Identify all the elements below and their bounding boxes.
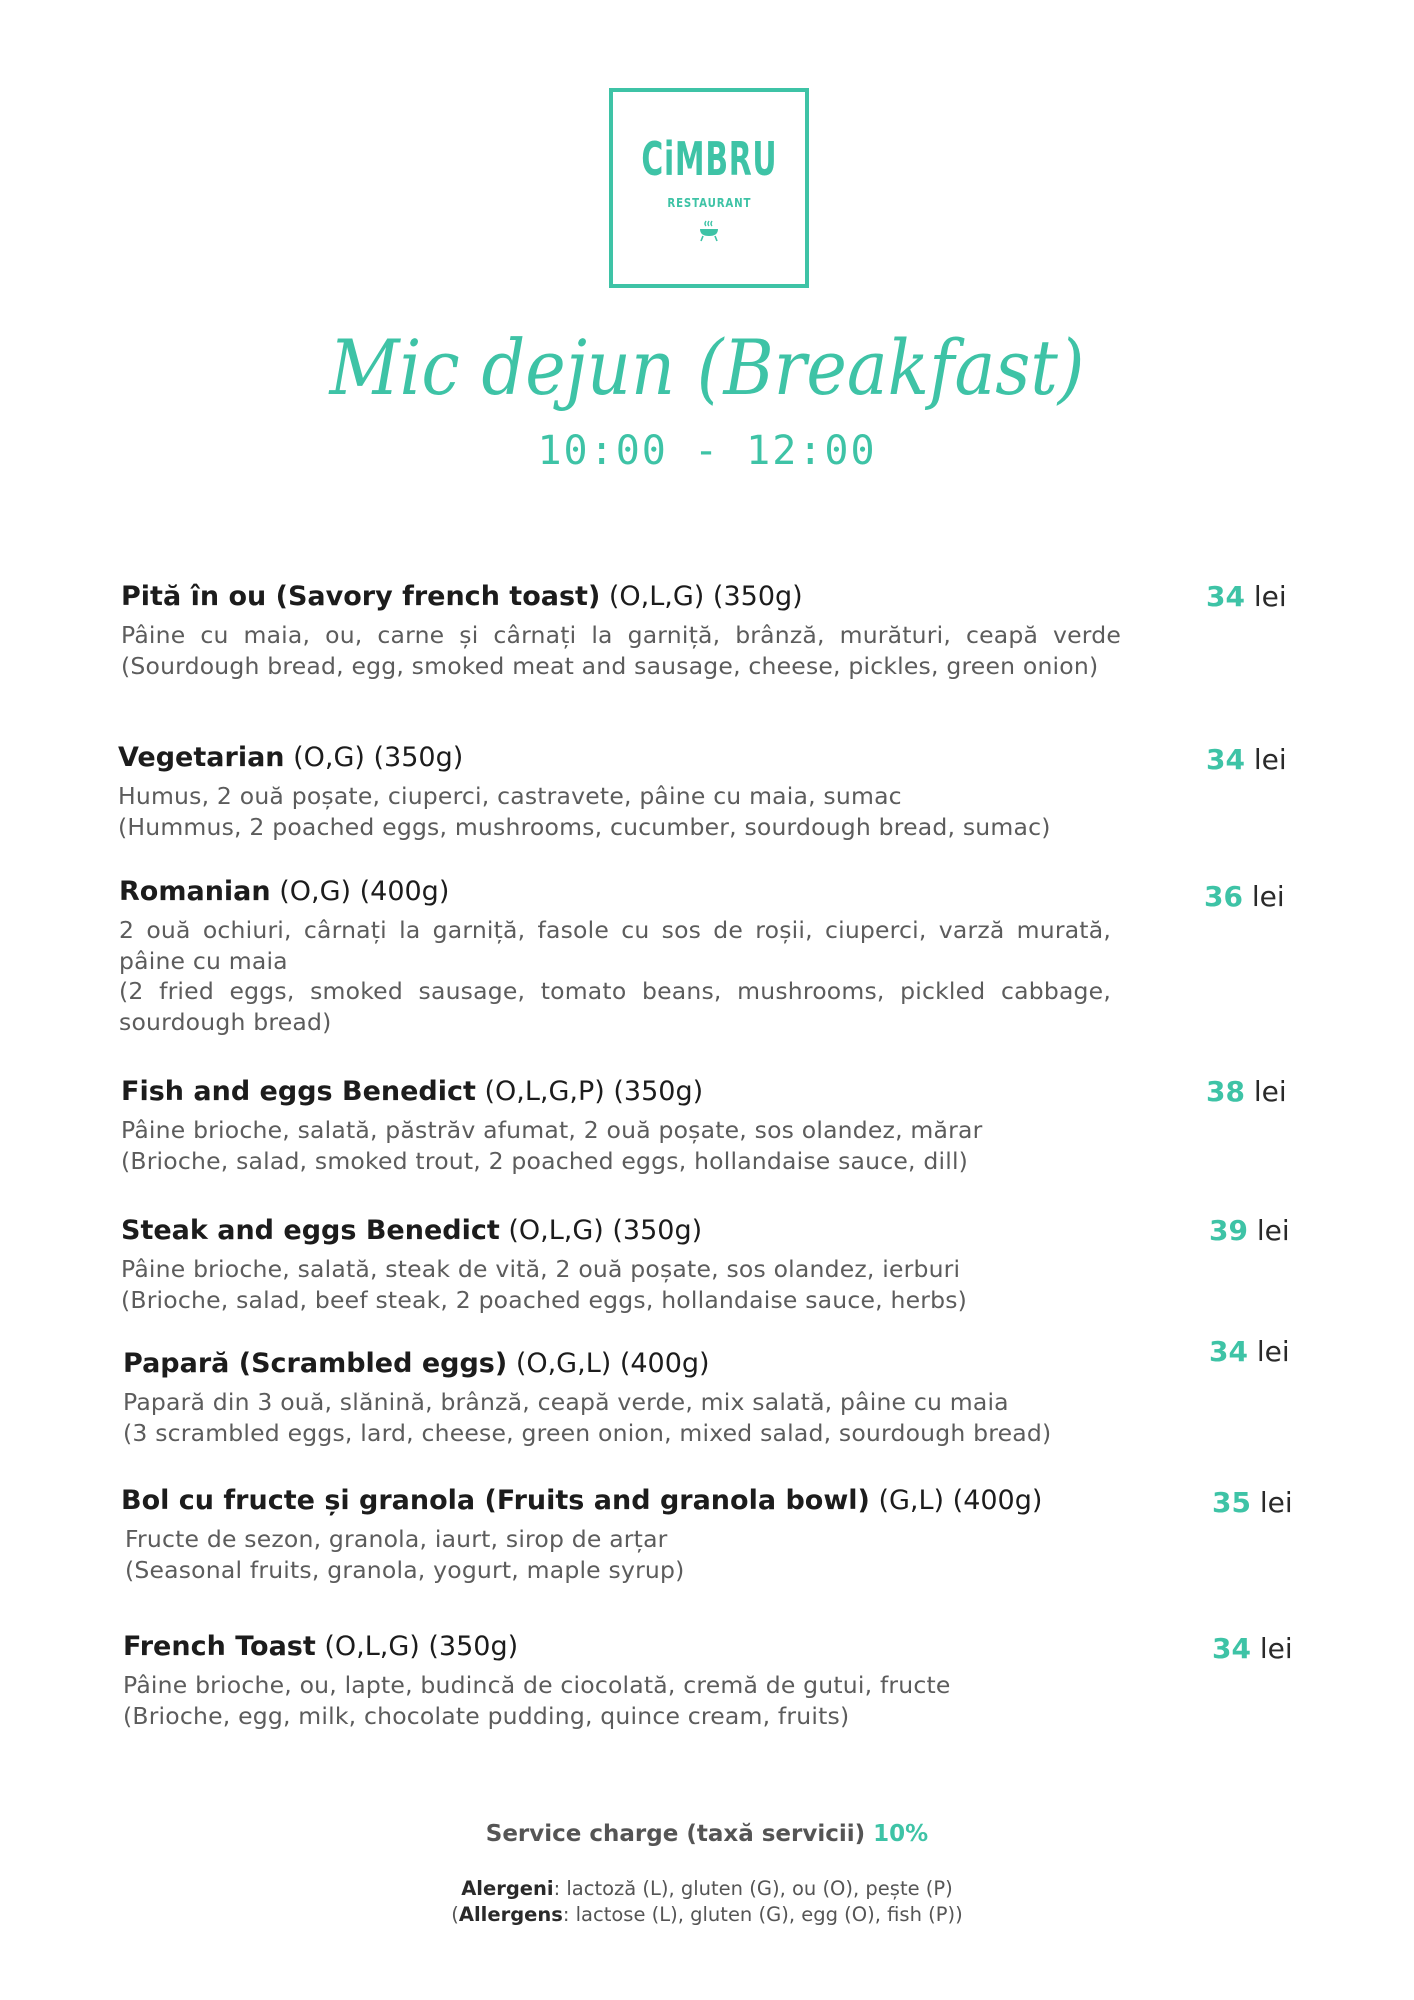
allergens-ro <box>0 1876 1414 1902</box>
item-name: Romanian <box>119 876 271 907</box>
price-currency: lei <box>1253 1075 1287 1108</box>
item-description <box>123 1387 1203 1448</box>
item-price <box>1212 1486 1293 1520</box>
item-name: French Toast <box>123 1631 316 1662</box>
menu-item <box>121 1214 1321 1315</box>
price-value: 34 <box>1209 1335 1248 1368</box>
price-value: 34 <box>1206 743 1245 776</box>
price-currency: lei <box>1253 580 1287 613</box>
item-info: (O,L,G) (350g) <box>499 1215 703 1246</box>
allergens-en <box>0 1902 1414 1928</box>
item-price <box>1209 1335 1290 1369</box>
item-desc-en: (3 scrambled eggs, lard, cheese, green onion, mixed salad, sourdough bread) <box>123 1418 1052 1447</box>
item-description <box>118 781 1198 842</box>
item-description <box>123 1670 1203 1731</box>
item-desc-ro: Pâine brioche, ou, lapte, budincă de ciocolată, cremă de gutui, fructe <box>123 1671 951 1699</box>
item-info: (O,G,L) (400g) <box>507 1348 710 1379</box>
item-desc-ro: Fructe de sezon, granola, iaurt, sirop de arțar <box>125 1525 668 1553</box>
price-currency: lei <box>1251 880 1285 913</box>
allergens-ro-text: : lactoză (L), gluten (G), ou (O), pește (P) <box>553 1877 953 1900</box>
item-description <box>121 620 1121 681</box>
service-charge <box>0 1821 1414 1847</box>
item-price <box>1206 580 1287 614</box>
allergens-en-open: ( <box>451 1903 459 1926</box>
price-value: 36 <box>1204 880 1243 913</box>
price-currency: lei <box>1259 1632 1293 1665</box>
item-desc-en: (2 fried eggs, smoked sausage, tomato beans, mushrooms, pickled cabbage, sourdough bread) <box>119 977 1111 1036</box>
item-name: Pită în ou (Savory french toast) <box>121 581 601 612</box>
price-currency: lei <box>1256 1335 1290 1368</box>
item-price <box>1206 1075 1287 1109</box>
item-desc-ro: 2 ouă ochiuri, cârnați la garniță, fasole cu sos de roșii, ciuperci, varză murată, pâine cu maia <box>119 916 1111 975</box>
menu-title: Mic dejun (Breakfast) <box>329 323 1085 412</box>
menu-item <box>121 1075 1321 1176</box>
menu-hours: 10:00 - 12:00 <box>537 428 877 474</box>
item-info: (O,G) (400g) <box>270 876 450 907</box>
item-info: (G,L) (400g) <box>869 1485 1043 1516</box>
restaurant-logo <box>609 88 809 288</box>
price-currency: lei <box>1259 1486 1293 1519</box>
item-desc-ro: Humus, 2 ouă poșate, ciuperci, castravete, pâine cu maia, sumac <box>118 782 902 810</box>
item-description <box>121 1115 1201 1176</box>
item-name: Vegetarian <box>118 742 285 773</box>
item-desc-ro: Pâine cu maia, ou, carne și cârnați la garniță, brânză, murături, ceapă verde <box>121 621 1121 649</box>
item-desc-en: (Brioche, salad, smoked trout, 2 poached eggs, hollandaise sauce, dill) <box>121 1146 969 1175</box>
allergens-en-text: : lactose (L), gluten (G), egg (O), fish (P)) <box>562 1903 963 1926</box>
price-currency: lei <box>1253 743 1287 776</box>
price-value: 35 <box>1212 1486 1251 1519</box>
allergens-ro-label: Alergeni <box>461 1877 554 1900</box>
price-value: 38 <box>1206 1075 1245 1108</box>
item-desc-en: (Brioche, egg, milk, chocolate pudding, quince cream, fruits) <box>123 1701 850 1730</box>
item-name: Bol cu fructe și granola (Fruits and granola bowl) <box>121 1485 870 1516</box>
menu-item <box>123 1347 1323 1448</box>
price-value: 34 <box>1206 580 1245 613</box>
item-desc-en: (Brioche, salad, beef steak, 2 poached eggs, hollandaise sauce, herbs) <box>121 1285 968 1314</box>
item-desc-en: (Sourdough bread, egg, smoked meat and sausage, cheese, pickles, green onion) <box>121 651 1099 680</box>
item-description <box>121 1524 1205 1585</box>
item-info: (O,L,G) (350g) <box>600 581 803 612</box>
logo-subtitle: RESTAURANT <box>667 196 751 210</box>
price-value: 34 <box>1212 1632 1251 1665</box>
item-price <box>1209 1214 1290 1248</box>
menu-item <box>121 580 1321 681</box>
item-price <box>1204 880 1285 914</box>
item-price <box>1206 743 1287 777</box>
item-name: Steak and eggs Benedict <box>121 1215 500 1246</box>
logo-name: CiMBRU <box>641 132 777 186</box>
menu-item <box>119 875 1319 1037</box>
item-desc-ro: Pâine brioche, salată, steak de vită, 2 ouă poșate, sos olandez, ierburi <box>121 1255 961 1283</box>
allergens-en-label: Allergens <box>458 1903 563 1926</box>
item-desc-ro: Pâine brioche, salată, păstrăv afumat, 2 ouă poșate, sos olandez, mărar <box>121 1116 983 1144</box>
item-info: (O,G) (350g) <box>284 742 464 773</box>
grill-icon <box>697 220 721 246</box>
item-price <box>1212 1632 1293 1666</box>
item-desc-ro: Papară din 3 ouă, slănină, brânză, ceapă verde, mix salată, pâine cu maia <box>123 1388 1009 1416</box>
item-description <box>119 915 1111 1037</box>
menu-item <box>123 1630 1323 1731</box>
item-name: Papară (Scrambled eggs) <box>123 1348 508 1379</box>
menu-item <box>121 1484 1321 1585</box>
item-info: (O,L,G) (350g) <box>315 1631 519 1662</box>
service-label: Service charge (taxă servicii) <box>485 1821 866 1847</box>
price-value: 39 <box>1209 1214 1248 1247</box>
menu-item <box>118 741 1318 842</box>
service-value: 10% <box>873 1821 929 1847</box>
item-desc-en: (Hummus, 2 poached eggs, mushrooms, cucumber, sourdough bread, sumac) <box>118 812 1051 841</box>
item-name: Fish and eggs Benedict <box>121 1076 476 1107</box>
item-info: (O,L,G,P) (350g) <box>475 1076 704 1107</box>
item-desc-en: (Seasonal fruits, granola, yogurt, maple syrup) <box>125 1555 685 1584</box>
price-currency: lei <box>1256 1214 1290 1247</box>
item-description <box>121 1254 1201 1315</box>
